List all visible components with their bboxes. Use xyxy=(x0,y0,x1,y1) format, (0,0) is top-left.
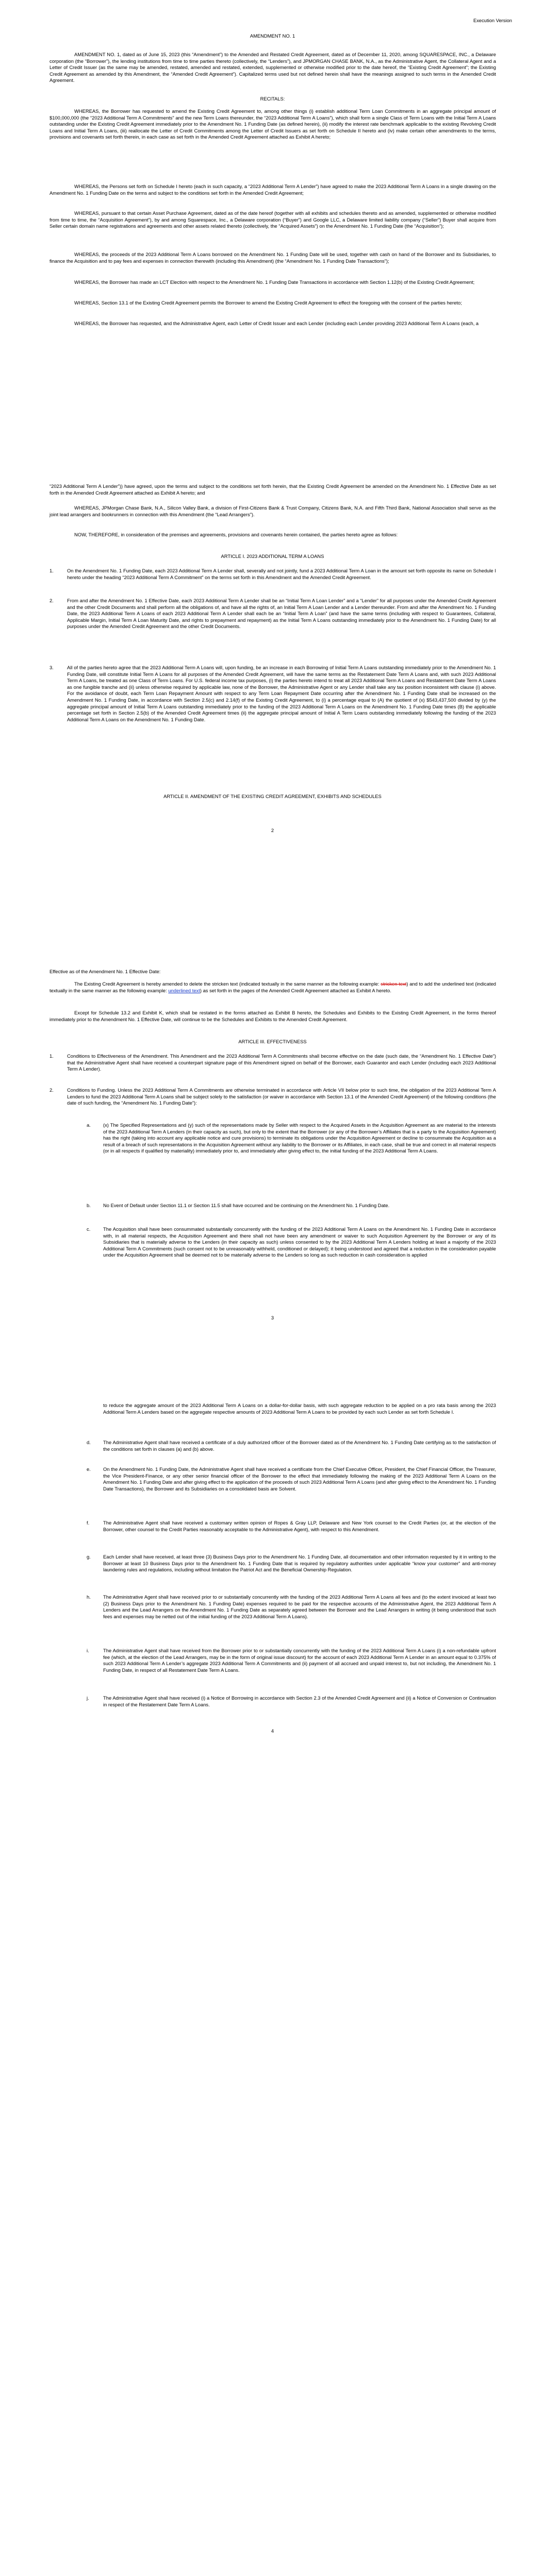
item-letter: h. xyxy=(87,1594,91,1600)
continued-recital: “2023 Additional Term A Lender”)) have agreed, upon the terms and subject to the conditions set forth herein, that the Existing Credit Agreement be amended on the Amendment No. 1 Effective Date as set forth in the Amended Credit Agreement attached as Exhibit A hereto; and xyxy=(49,483,496,496)
item-letter: b. xyxy=(87,1202,91,1208)
page-number: 3 xyxy=(271,1315,274,1320)
page-number: 2 xyxy=(271,827,274,833)
intro-paragraph: AMENDMENT NO. 1, dated as of June 15, 2023 (this “Amendment”) to the Amended and Restated Credit Agreement, dated as of December 11, 2020, among SQUARESPACE, INC., a Delaware corporation (the “Borrower”), the lending institutions from time to time parties thereto (collectively, the “Lenders”), and JPMORGAN CHASE BANK, N.A., as the Administrative Agent, the Collateral Agent and a Letter of Credit Issuer (as the same may be amended, restated, amended and restated, extended, supplemented or otherwise modified prior to the date hereof, the “Existing Credit Agreement”; the Existing Credit Agreement as amended by this Amendment, the “Amended Credit Agreement”). Capitalized terms used but not defined herein shall have the meanings assigned to such terms in the Amended Credit Agreement. xyxy=(49,52,496,83)
document-title: AMENDMENT NO. 1 xyxy=(250,33,295,39)
condition-h: The Administrative Agent shall have received prior to or substantially concurrently with the funding of the 2023 Additional Term A Loans all fees and (to the extent invoiced at least two (2) Business Days prior to the Amendment No. 1 Funding Date) expenses required to be paid for the respective accounts of the Administrative Agent, the 2023 Additional Term A Lenders and the Lead Arrangers on the Amendment No. 1 Funding Date as separately agreed between the Borrower and the Lead Arrangers in writing (it being understood that such fees and expenses may be netted out of the initial funding of the 2023 Additional Term A Loans). xyxy=(103,1594,496,1619)
condition-c: The Acquisition shall have been consummated substantially concurrently with the funding of the 2023 Additional Term A Loans on the Amendment No. 1 Funding Date in accordance with, in all material respects, the Acquisition Agreement and there shall not have been any amendment or waiver to such Acquisition Agreement by the Borrower or any of its Subsidiaries that is materially adverse to the Lenders (in their capacity as such) unless consented to by the 2023 Additional Term A Lenders holding at least a majority of the 2023 Additional Term A Commitments (such consent not to be unreasonably withheld, conditioned or delayed); it being understood and agreed that a reduction in the consideration payable under the Acquisition Agreement shall be deemed not to be materially adverse to the Lenders so long as such reduction in cash consideration is applied xyxy=(103,1226,496,1258)
underlined-text-example: underlined text xyxy=(168,987,200,993)
item-letter: d. xyxy=(87,1439,91,1445)
recital-lead-arrangers: WHEREAS, JPMorgan Chase Bank, N.A., Silicon Valley Bank, a division of First-Citizens Bank & Trust Company, Citizens Bank, N.A. and Fifth Third Bank, National Association shall serve as the joint lead arrangers and bookrunners in connection with this Amendment (the “Lead Arrangers”). xyxy=(49,505,496,517)
conditions-funding: Conditions to Funding. Unless the 2023 Additional Term A Commitments are otherwise terminated in accordance with Article VII below prior to such time, the obligation of the 2023 Additional Term A Lenders to fund the 2023 Additional Term A Loans shall be subject solely to the satisfaction (or waiver in accordance with Section 13.1 of the Amended Credit Agreement) of the following conditions (the date of such funding, the “Amendment No. 1 Funding Date”): xyxy=(67,1087,496,1106)
article-1-item-1: On the Amendment No. 1 Funding Date, each 2023 Additional Term A Lender shall, severally and not jointly, fund a 2023 Additional Term A Loan in the amount set forth opposite its name on Schedule I hereto under the heading “2023 Additional Term A Commitment” on the terms set forth in this Amendment and the Amended Credit Agreement. xyxy=(67,568,496,580)
article-1-item-2: From and after the Amendment No. 1 Effective Date, each 2023 Additional Term A Lender shall be an “Initial Term A Loan Lender” and a “Lender” for all purposes under the Amended Credit Agreement and the other Credit Documents and shall perform all the obligations of, and have all the rights of, an Initial Term A Loan Lender and a Lender thereunder. From and after the Amendment No. 1 Funding Date, the 2023 Additional Term A Loans of each 2023 Additional Term A Lender shall each be an “Initial Term A Loan” (and have the same terms (including with respect to Guarantees, Collateral, Applicable Margin, Initial Term A Loan Maturity Date, and rights to prepayment and repayment) as the Initial Term A Loans outstanding immediately prior to the Amendment No. 1 Funding Date) for all purposes under the Amended Credit Agreement and the other Credit Documents. xyxy=(67,598,496,630)
item-letter: f. xyxy=(87,1520,90,1526)
recital-6: WHEREAS, Section 13.1 of the Existing Credit Agreement permits the Borrower to amend the Existing Credit Agreement to effect the foregoing with the consent of the parties hereto; xyxy=(74,300,462,306)
condition-a: (x) The Specified Representations and (y) such of the representations made by Seller with respect to the Acquired Assets in the Acquisition Agreement as are material to the interests of the 2023 Additional Term A Lenders (in their capacity as such), but only to the extent that the Borrower (or any of the Borrower’s Affiliates that is a party to the Acquisition Agreement) has the right (taking into account any applicable notice and cure provisions) to terminate its obligations under the Acquisition Agreement or decline to consummate the Acquisition as a result of a breach of such representations in the Acquisition Agreement without any liability to the Borrower or its Affiliates, in each case, shall be true and correct in all material respects (or in all respects if qualified by materiality) immediately prior to, and immediately after giving effect to, the initial funding of the 2023 Additional Term A Loans. xyxy=(103,1122,496,1154)
condition-b: No Event of Default under Section 11.1 or Section 11.5 shall have occurred and be continuing on the Amendment No. 1 Funding Date. xyxy=(103,1202,390,1208)
item-number: 2. xyxy=(49,598,54,603)
item-letter: i. xyxy=(87,1648,89,1653)
article-2-heading: ARTICLE II. AMENDMENT OF THE EXISTING CREDIT AGREEMENT, EXHIBITS AND SCHEDULES xyxy=(163,793,382,799)
recital-2: WHEREAS, the Persons set forth on Schedule I hereto (each in such capacity, a “2023 Additional Term A Lender”) have agreed to make the 2023 Additional Term A Loans in a single drawing on the Amendment No. 1 Funding Date on the terms and subject to the conditions set forth in the Amended Credit Agreement; xyxy=(49,183,496,196)
amendment-text-post: ) as set forth in the pages of the Amended Credit Agreement attached as Exhibit A hereto. xyxy=(200,987,391,993)
item-letter: e. xyxy=(87,1466,91,1472)
article-1-item-3: All of the parties hereto agree that the 2023 Additional Term A Loans will, upon funding, be an increase in each Borrowing of Initial Term A Loans outstanding immediately prior to the Amendment No. 1 Funding Date, will constitute Initial Term A Loans for all purposes of the Amended Credit Agreement, will have the same terms as the Restatement Date Term A Loans and, with such 2023 Additional Term A Loans, be treated as one Class of Term Loans. For U.S. federal income tax purposes, (i) the parties hereto intend to treat all 2023 Additional Term A Loans and Restatement Date Term A Loans as one fungible tranche and (ii) unless otherwise required by applicable law, none of the Borrower, the Administrative Agent or any Lender shall take any tax position inconsistent with clause (i) above. For the avoidance of doubt, each Term Loan Repayment Amount with respect to any Term Loan Repayment Date occurring after the Amendment No. 1 Funding Date shall be increased on the Amendment No. 1 Funding Date, in accordance with Section 2.5(c) and 2.14(f) of the Existing Credit Agreement, to (i) a percentage equal to (A) the quotient of (x) $543,437,500 divided by (y) the aggregate principal amount of Initial Term A Loans outstanding immediately prior to the funding of the 2023 Additional Term A Loans on the Amendment No. 1 Funding Date times (B) the applicable percentage set forth in Section 2.5(b) of the Amended Credit Agreement times (ii) the aggregate principal amount of Initial A Term Loans outstanding immediately following the funding of the 2023 Additional Term A Loans on the Amendment No. 1 Funding Date. xyxy=(67,665,496,722)
condition-d: The Administrative Agent shall have received a certificate of a duly authorized officer of the Borrower dated as of the Amendment No. 1 Funding Date certifying as to the satisfaction of the conditions set forth in clauses (a) and (b) above. xyxy=(103,1439,496,1452)
version-label: Execution Version xyxy=(473,18,512,23)
recital-4: WHEREAS, the proceeds of the 2023 Additional Term A Loans borrowed on the Amendment No. 1 Funding Date will be used, together with cash on hand of the Borrower and its Subsidiaries, to finance the Acquisition and to pay fees and expenses in connection therewith (including this Amendment) (the “Amendment No. 1 Funding Date Transactions”); xyxy=(49,251,496,264)
conditions-effectiveness: Conditions to Effectiveness of the Amendment. This Amendment and the 2023 Additional Term A Commitments shall become effective on the date (such date, the “Amendment No. 1 Effective Date”) that the Administrative Agent shall have received a counterpart signature page of this Amendment signed on behalf of the Borrower, each Guarantor and each Lender (including each 2023 Additional Term A Lender). xyxy=(67,1053,496,1072)
amendment-text-mid: ) and to add the underlined text (indicated textually in the same manner as the following example: xyxy=(49,981,496,993)
condition-c-continued: to reduce the aggregate amount of the 2023 Additional Term A Loans on a dollar-for-dollar basis, with such aggregate reduction to be applied on a pro rata basis among the 2023 Additional Term A Lenders based on the aggregate respective amounts of 2023 Additional Term A Loans to be provided by each such Lender as set forth Schedule I. xyxy=(103,1402,496,1415)
item-number: 1. xyxy=(49,568,54,573)
stricken-text-example: stricken text xyxy=(381,981,407,987)
recitals-heading: RECITALS: xyxy=(260,96,285,101)
recital-1: WHEREAS, the Borrower has requested to amend the Existing Credit Agreement to, among other things (i) establish additional Term Loan Commitments in an aggregate principal amount of $100,000,000 (the “2023 Additional Term A Commitments” and the new Term Loans thereunder, the “2023 Additional Term A Loans”), which shall form a single Class of Term Loans with the Initial Term A Loans outstanding under the Existing Credit Agreement immediately prior to the Amendment No. 1 Funding Date (as defined herein), (ii) modify the interest rate benchmark applicable to the existing Revolving Credit Loans and Initial Term A Loans, (iii) reallocate the Letter of Credit Commitments among the Letter of Credit Issuers as set forth on Schedule II hereto and (iv) make certain other amendments to the terms, provisions and covenants set forth therein, in each case as set forth in the Amended Credit Agreement attached as Exhibit A hereto; xyxy=(49,108,496,140)
condition-f: The Administrative Agent shall have received a customary written opinion of Ropes & Gray LLP, Delaware and New York counsel to the Credit Parties (or, at the election of the Borrower, other counsel to the Credit Parties reasonably acceptable to the Administrative Agent), with respect to this Amendment. xyxy=(103,1520,496,1532)
condition-e: On the Amendment No. 1 Funding Date, the Administrative Agent shall have received a certificate from the Chief Executive Officer, President, the Chief Financial Officer, the Treasurer, the Vice President-Finance, or any other senior financial officer of the Borrower to the effect that immediately following the making of the 2023 Additional Term A Loans on the Amendment No. 1 Funding Date and after giving effect to the application of the proceeds of such 2023 Additional Term A Loans (and after giving effect to the Amendment No. 1 Funding Date Transactions), the Borrower and its Subsidiaries on a consolidated basis are Solvent. xyxy=(103,1466,496,1492)
item-number: 3. xyxy=(49,665,54,670)
recital-5: WHEREAS, the Borrower has made an LCT Election with respect to the Amendment No. 1 Funding Date Transactions in accordance with Section 1.12(b) of the Existing Credit Agreement; xyxy=(74,279,475,285)
item-letter: c. xyxy=(87,1226,91,1232)
amendment-text-pre: The Existing Credit Agreement is hereby amended to delete the stricken text (indicated textually in the same manner as the following example: xyxy=(74,981,381,987)
item-letter: a. xyxy=(87,1122,91,1128)
amendment-effective-line: Effective as of the Amendment No. 1 Effective Date: xyxy=(49,969,161,974)
condition-g: Each Lender shall have received, at least three (3) Business Days prior to the Amendment No. 1 Funding Date, all documentation and other information requested by it in writing to the Borrower at least 10 Business Days prior to the Amendment No. 1 Funding Date that is required by regulatory authorities under applicable “know your customer” and anti-money laundering rules and regulations, including without limitation the Patriot Act and the Beneficial Ownership Regulation. xyxy=(103,1554,496,1573)
item-letter: g. xyxy=(87,1554,91,1560)
recital-3: WHEREAS, pursuant to that certain Asset Purchase Agreement, dated as of the date hereof (together with all exhibits and schedules thereto and as amended, supplemented or otherwise modified from time to time, the “Acquisition Agreement”), by and among Squarespace, Inc., a Delaware corporation (“Buyer”) and Google LLC, a Delaware limited liability company (“Seller”) Buyer shall acquire from Seller certain domain name registrations and agreements and other assets related thereto (collectively, the “Acquired Assets”) on the Amendment No. 1 Funding Date (the “Acquisition”); xyxy=(49,210,496,229)
condition-i: The Administrative Agent shall have received from the Borrower prior to or substantially concurrently with the funding of the 2023 Additional Term A Loans (i) a non-refundable upfront fee (which, at the election of the Lead Arrangers, may be in the form of original issue discount) for the account of each 2023 Additional Term A Lender in an amount equal to 0.375% of such 2023 Additional Term A Lender’s aggregate 2023 Additional Term A Commitments and (ii) payment of all accrued and unpaid interest to, but not including, the Amendment No. 1 Funding Date, in respect of all Restatement Date Term A Loans. xyxy=(103,1648,496,1673)
article-3-heading: ARTICLE III. EFFECTIVENESS xyxy=(238,1039,307,1044)
amendment-text xyxy=(49,981,496,994)
item-number: 2. xyxy=(49,1087,54,1093)
item-letter: j. xyxy=(87,1695,89,1701)
page-number: 4 xyxy=(271,1728,274,1734)
article-1-heading: ARTICLE I. 2023 ADDITIONAL TERM A LOANS xyxy=(221,553,324,559)
schedules-exhibits: Except for Schedule 13.2 and Exhibit K, which shall be restated in the forms attached as Exhibit B hereto, the Schedules and Exhibits to the Existing Credit Agreement, in the forms thereof immediately prior to the Amendment No. 1 Effective Date, will continue to be the Schedules and Exhibits to the Amended Credit Agreement. xyxy=(49,1010,496,1022)
recital-7: WHEREAS, the Borrower has requested, and the Administrative Agent, each Letter of Credit Issuer and each Lender (including each Lender providing 2023 Additional Term A Loans (each, a xyxy=(74,320,479,326)
condition-j: The Administrative Agent shall have received (i) a Notice of Borrowing in accordance with Section 2.3 of the Amended Credit Agreement and (ii) a Notice of Conversion or Continuation in respect of the Restatement Date Term A Loans. xyxy=(103,1695,496,1707)
now-therefore: NOW, THEREFORE, in consideration of the premises and agreements, provisions and covenants herein contained, the parties hereto agree as follows: xyxy=(74,532,398,537)
item-number: 1. xyxy=(49,1053,54,1059)
